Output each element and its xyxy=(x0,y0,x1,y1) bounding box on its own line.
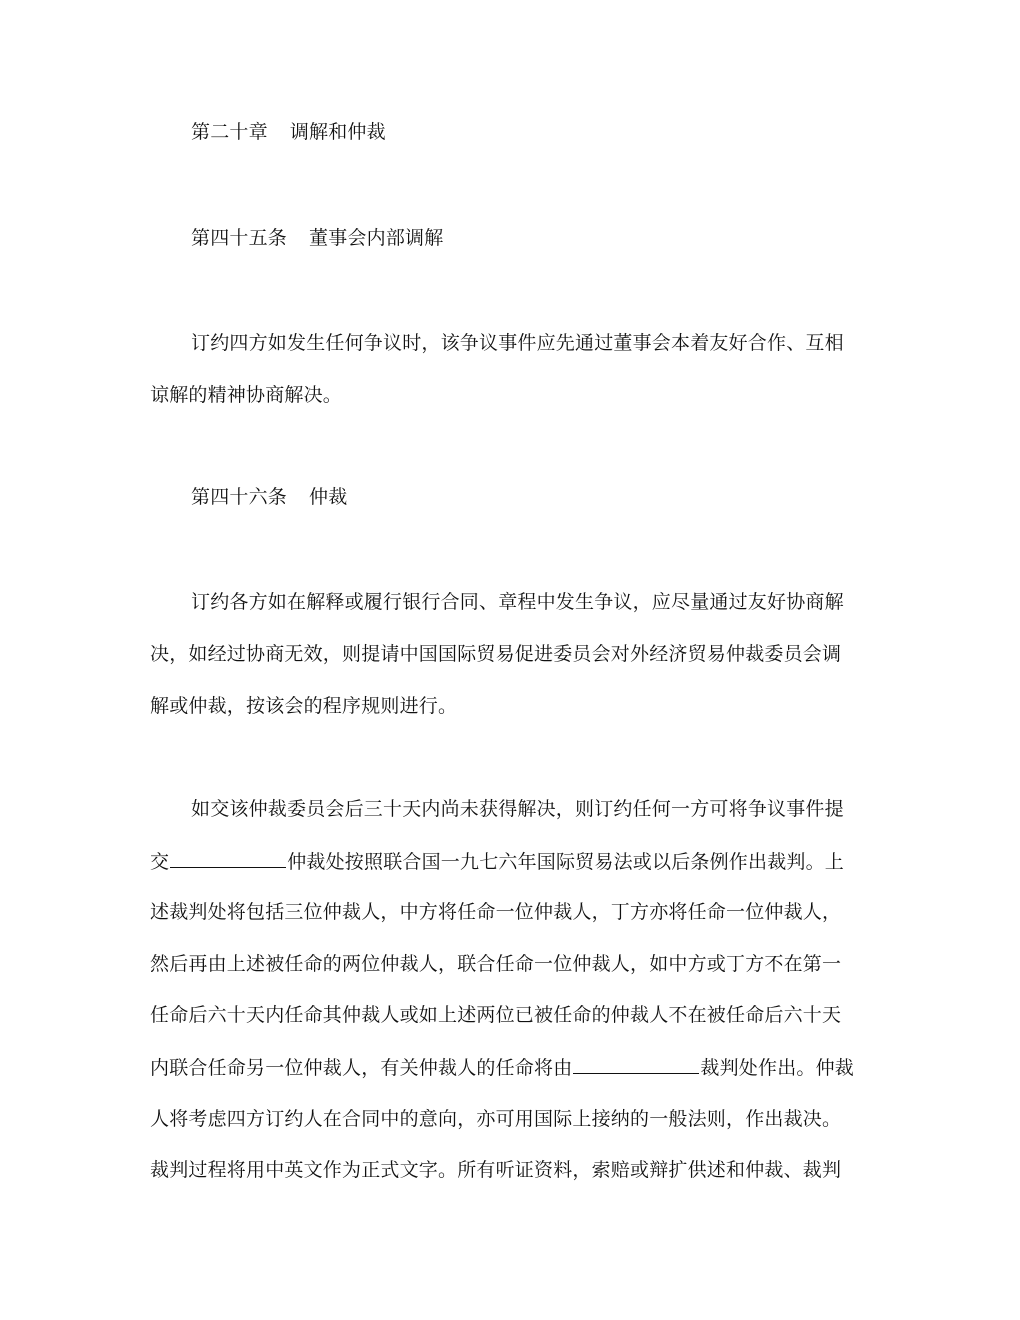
blank-line-appointing-body xyxy=(573,1055,699,1074)
article-45-number: 第四十五条 xyxy=(191,227,288,249)
article-46-para2-line-1: 如交该仲裁委员会后三十天内尚未获得解决，则订约任何一方可将争议事件提 xyxy=(191,798,844,820)
article-46-number: 第四十六条 xyxy=(191,486,288,508)
article-46-para1-line-2: 决，如经过协商无效，则提请中国国际贸易促进委员会对外经济贸易仲裁委员会调 xyxy=(150,643,842,665)
article-46-heading xyxy=(191,485,931,509)
article-46-para1-line-1: 订约各方如在解释或履行银行合同、章程中发生争议，应尽量通过友好协商解 xyxy=(191,591,844,613)
line-2-prefix: 交 xyxy=(150,851,170,873)
article-45-heading xyxy=(191,226,931,250)
article-46-para2-line-5: 任命后六十天内任命其仲裁人或如上述两位已被任命的仲裁人不在被任命后六十天 xyxy=(150,1004,842,1026)
article-45-title: 董事会内部调解 xyxy=(309,227,444,249)
article-46-para1-line-3: 解或仲裁，按该会的程序规则进行。 xyxy=(150,695,458,717)
article-46-para2-line-7: 人将考虑四方订约人在合同中的意向，亦可用国际上接纳的一般法则，作出裁决。 xyxy=(150,1108,842,1130)
chapter-number: 第二十章 xyxy=(191,121,268,143)
line-6-prefix: 内联合任命另一位仲裁人，有关仲裁人的任命将由 xyxy=(150,1057,573,1079)
blank-line-arbitration-body xyxy=(170,849,286,868)
article-46-title: 仲裁 xyxy=(309,486,348,508)
article-46-para2-line-4: 然后再由上述被任命的两位仲裁人，联合任命一位仲裁人，如中方或丁方不在第一 xyxy=(150,953,842,975)
line-2-suffix: 仲裁处按照联合国一九七六年国际贸易法或以后条例作出裁判。上 xyxy=(287,851,845,873)
article-46-para2-line-6 xyxy=(150,1055,890,1080)
article-46-para2-line-8: 裁判过程将用中英文作为正式文字。所有听证资料，索赔或辩扩供述和仲裁、裁判 xyxy=(150,1159,842,1181)
article-45-line-2: 谅解的精神协商解决。 xyxy=(150,384,343,406)
article-46-para2-line-2 xyxy=(150,849,890,874)
chapter-heading xyxy=(191,120,931,144)
article-46-para2-line-3: 述裁判处将包括三位仲裁人，中方将任命一位仲裁人，丁方亦将任命一位仲裁人， xyxy=(150,901,842,923)
line-6-suffix: 裁判处作出。仲裁 xyxy=(700,1057,855,1079)
article-45-line-1: 订约四方如发生任何争议时，该争议事件应先通过董事会本着友好合作、互相 xyxy=(191,332,844,354)
chapter-title: 调解和仲裁 xyxy=(289,121,386,143)
